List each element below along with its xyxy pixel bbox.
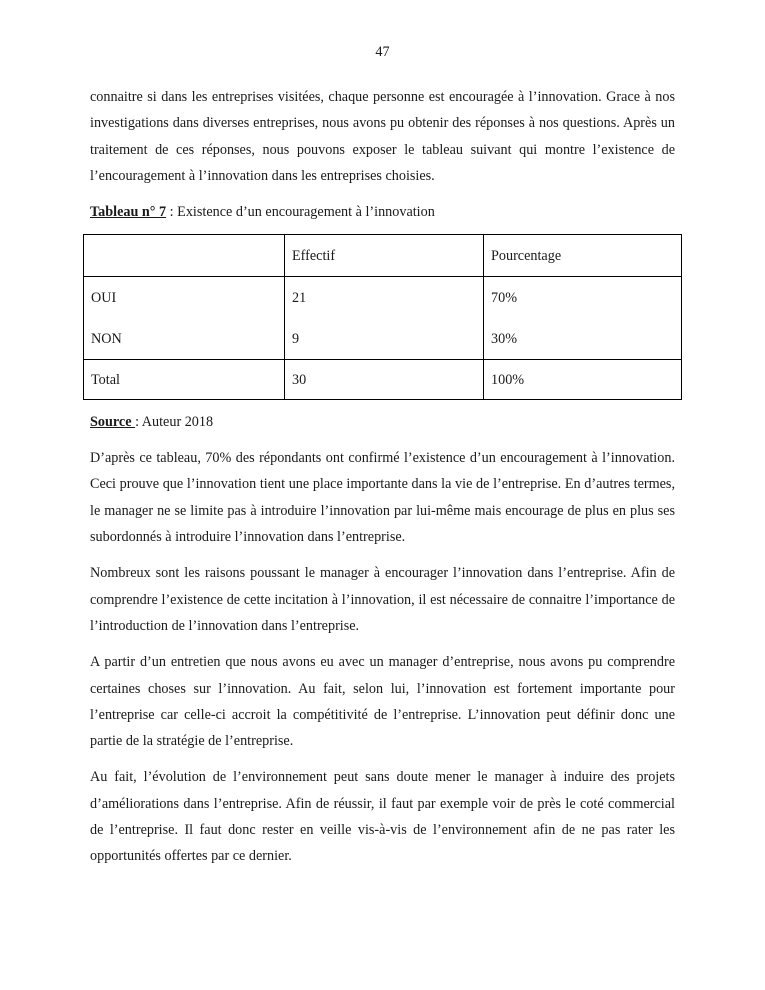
paragraph-1: D’après ce tableau, 70% des répondants ont confirmé l’existence d’un encouragement à l’innovation. Ceci prouve que l’innovation tient une place importante dans la vie de l’entreprise. En d’autres termes, le manager ne se limite pas à introduire l’innovation par lui-même mais encourage de plus en plus ses subordonnés à introduire l’innovation dans l’entreprise. [90,450,675,546]
header-cell-effectif: Effectif [285,235,484,277]
effectif-oui: 21 [292,289,307,306]
page-number: 47 [375,44,390,60]
page-body [90,84,675,880]
header-cell-empty [84,235,285,277]
source-label: Source [90,414,136,431]
source-text: : Auteur 2018 [135,414,214,431]
effectif-cell [285,277,484,360]
table-caption-text: : Existence d’un encouragement à l’innovation [166,204,435,221]
table-total-row [84,360,682,400]
table-source [90,413,675,431]
total-pourcentage: 100% [484,360,682,400]
table-row [84,277,682,360]
row-label-non: NON [91,330,122,347]
header-cell-pourcentage: Pourcentage [484,235,682,277]
paragraph-3: A partir d’un entretien que nous avons eu avec un manager d’entreprise, nous avons pu comprendre certaines choses sur l’innovation. Au fait, selon lui, l’innovation est fortement importante pour l’entreprise car celle-ci accroit la compétitivité de l’entreprise. L’innovation peut définir donc une partie de la stratégie de l’entreprise. [90,654,675,750]
paragraph-4: Au fait, l’évolution de l’environnement peut sans doute mener le manager à induire des projets d’améliorations dans l’entreprise. Afin de réussir, il faut par exemple voir de près le coté commercial de l’entreprise. Il faut donc rester en veille vis-à-vis de l’environnement afin de ne pas rater les opportunités offertes par ce dernier. [90,769,675,865]
data-table [83,234,682,400]
pourcentage-non: 30% [491,330,518,347]
pourcentage-cell [484,277,682,360]
total-label: Total [84,360,285,400]
table-header-row [84,235,682,277]
paragraph-2: Nombreux sont les raisons poussant le manager à encourager l’innovation dans l’entreprise. Afin de comprendre l’existence de cette incitation à l’innovation, il est nécessaire de connaitre l’importance de l’introduction de l’innovation dans l’entreprise. [90,565,675,634]
table-caption [90,203,675,221]
total-effectif: 30 [285,360,484,400]
row-labels-cell [84,277,285,360]
pourcentage-oui: 70% [491,289,518,306]
effectif-non: 9 [292,330,300,347]
table-caption-label: Tableau n° 7 [90,204,167,221]
row-label-oui: OUI [91,289,117,306]
intro-paragraph: connaitre si dans les entreprises visitées, chaque personne est encouragée à l’innovation. Grace à nos investigations dans diverses entreprises, nous avons pu obtenir des réponses à nos questions. Après un traitement de ces réponses, nous pouvons exposer le tableau suivant qui montre l’existence de l’encouragement à l’innovation dans les entreprises choisies. [90,89,675,184]
